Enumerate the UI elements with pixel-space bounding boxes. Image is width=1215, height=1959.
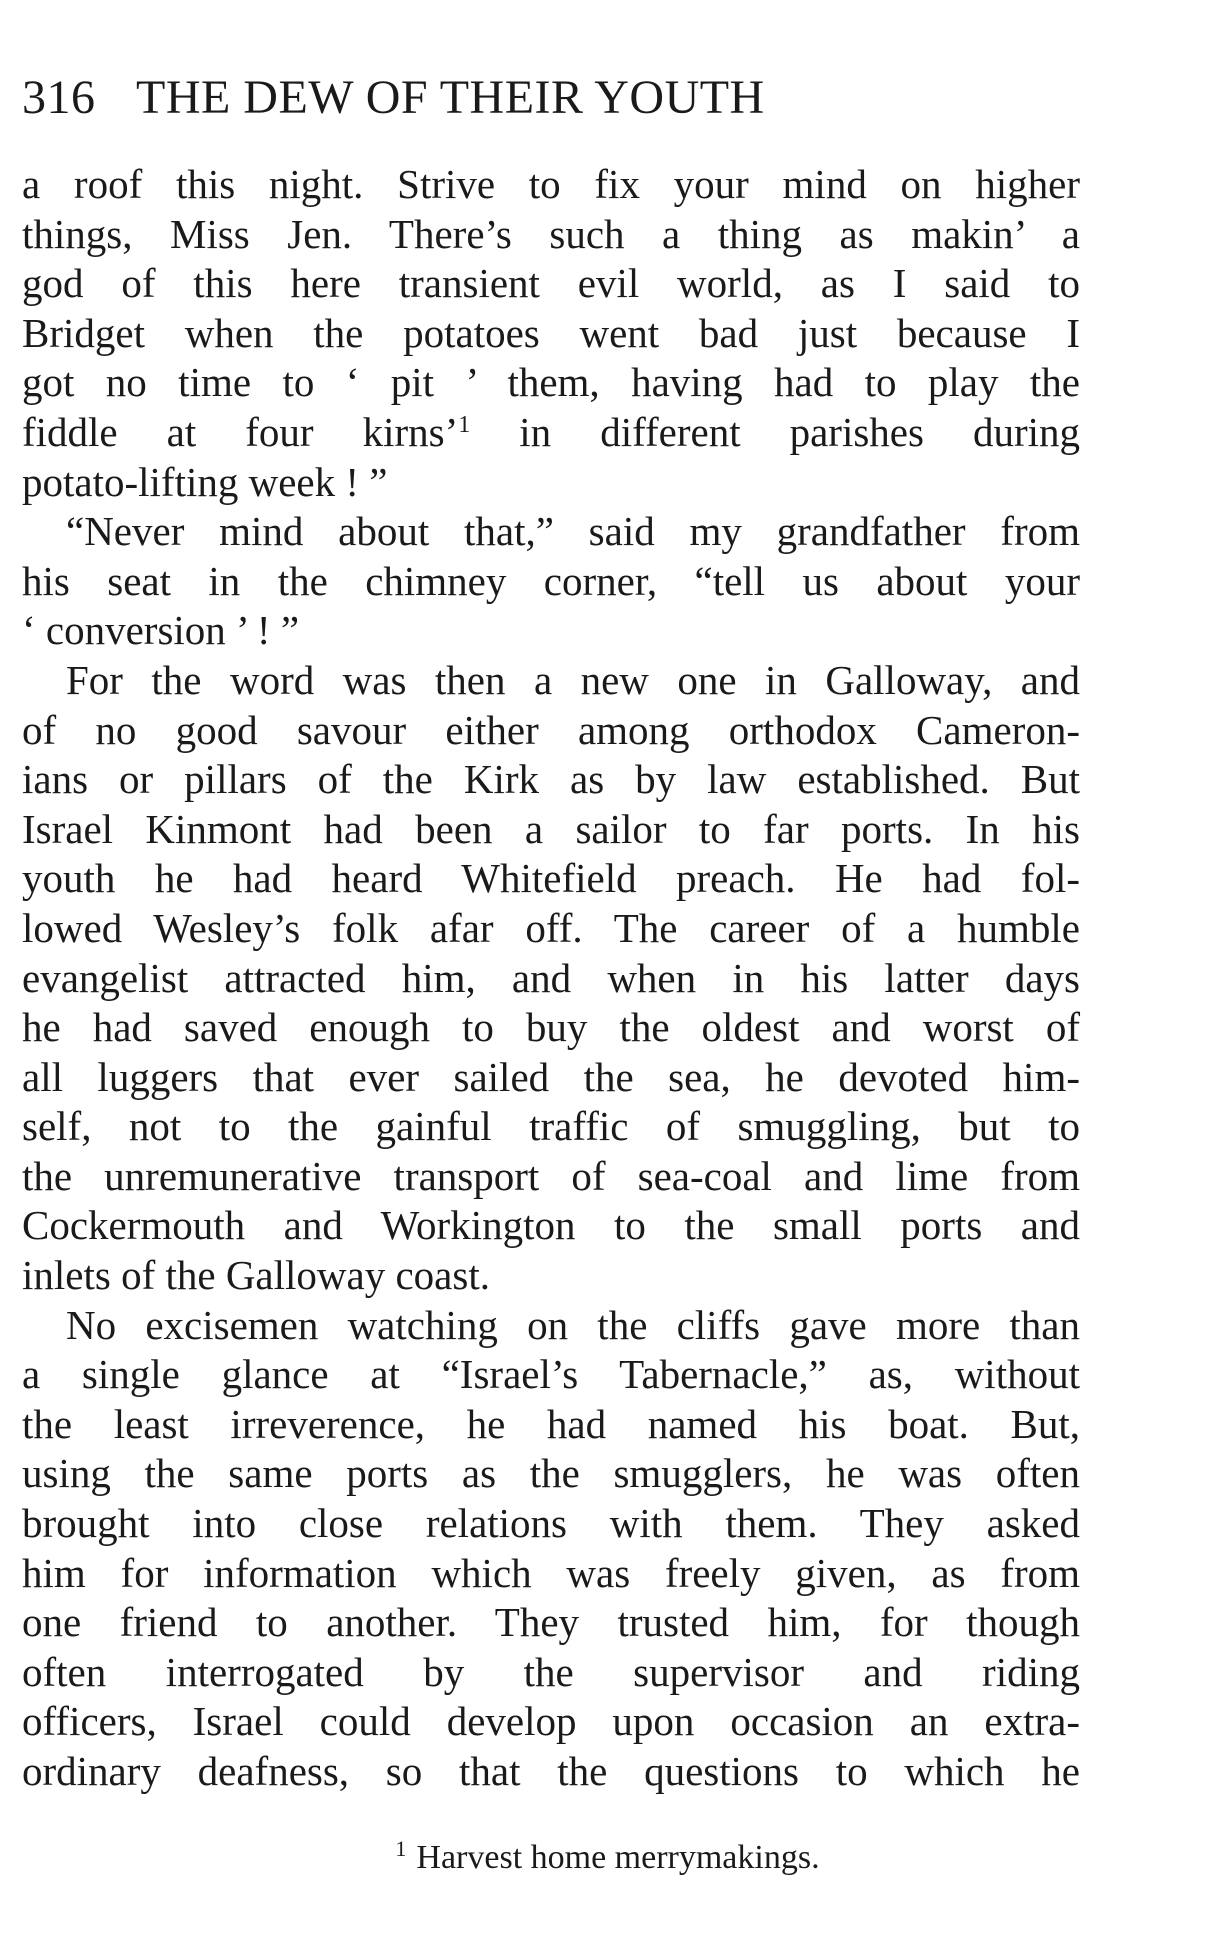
text-line: one friend to another. They trusted him, for though bbox=[22, 1599, 1080, 1646]
text-line: brought into close relations with them. They asked bbox=[22, 1500, 1080, 1547]
text-line: the least irreverence, he had named his boat. But, bbox=[22, 1400, 1080, 1447]
text-line: all luggers that ever sailed the sea, he devoted him- bbox=[22, 1053, 1080, 1100]
text-line: For the word was then a new one in Galloway, and bbox=[66, 656, 1080, 703]
text-line: he had saved enough to buy the oldest and worst of bbox=[22, 1004, 1080, 1051]
text-line: a roof this night. Strive to fix your mind on higher bbox=[22, 161, 1080, 207]
text-line: youth he had heard Whitefield preach. He had fol- bbox=[22, 855, 1080, 902]
text-line: ‘ conversion ’ ! ” bbox=[22, 607, 300, 654]
text-line: the unremunerative transport of sea-coal and lime from bbox=[22, 1152, 1080, 1199]
text-line: ians or pillars of the Kirk as by law established. But bbox=[22, 756, 1080, 803]
text-fragment: fiddle at four kirns’ bbox=[22, 408, 459, 455]
page-header bbox=[22, 68, 765, 128]
text-line: Israel Kinmont had been a sailor to far ports. In his bbox=[22, 805, 1080, 852]
text-line: of no good savour either among orthodox Cameron- bbox=[22, 706, 1080, 753]
text-line: him for information which was freely given, as from bbox=[22, 1549, 1080, 1596]
text-line: Cockermouth and Workington to the small ports and bbox=[22, 1202, 1080, 1249]
text-line: using the same ports as the smugglers, he was often bbox=[22, 1450, 1080, 1497]
text-line: things, Miss Jen. There’s such a thing as makin’ a bbox=[22, 210, 1080, 257]
text-line bbox=[22, 408, 1080, 458]
footnote-marker: 1 bbox=[395, 1836, 407, 1861]
text-line: No excisemen watching on the cliffs gave more than bbox=[66, 1301, 1080, 1348]
text-line: evangelist attracted him, and when in his latter days bbox=[22, 954, 1080, 1001]
text-line: lowed Wesley’s folk afar off. The career of a humble bbox=[22, 904, 1080, 951]
footnote bbox=[0, 1838, 1215, 1878]
text-line: often interrogated by the supervisor and riding bbox=[22, 1648, 1080, 1695]
body-text bbox=[22, 160, 1080, 1797]
text-line: his seat in the chimney corner, “tell us about your bbox=[22, 557, 1080, 604]
page-number: 316 bbox=[22, 71, 96, 124]
text-line: a single glance at “Israel’s Tabernacle,” as, without bbox=[22, 1351, 1080, 1398]
text-line: ordinary deafness, so that the questions to which he bbox=[22, 1748, 1080, 1794]
running-title: THE DEW OF THEIR YOUTH bbox=[136, 71, 765, 124]
text-line: Bridget when the potatoes went bad just because I bbox=[22, 309, 1080, 356]
text-line: self, not to the gainful traffic of smuggling, but to bbox=[22, 1103, 1080, 1150]
text-line: inlets of the Galloway coast. bbox=[22, 1252, 490, 1299]
footnote-reference: 1 bbox=[458, 411, 471, 438]
footnote-text: Harvest home merrymakings. bbox=[416, 1839, 820, 1876]
text-line: potato-lifting week ! ” bbox=[22, 458, 388, 505]
text-line: officers, Israel could develop upon occasion an extra- bbox=[22, 1698, 1080, 1745]
text-line: god of this here transient evil world, as I said to bbox=[22, 260, 1080, 307]
text-fragment: in different parishes during bbox=[519, 408, 1081, 455]
text-line: got no time to ‘ pit ’ them, having had to play the bbox=[22, 359, 1080, 406]
text-line: “Never mind about that,” said my grandfather from bbox=[66, 508, 1080, 555]
